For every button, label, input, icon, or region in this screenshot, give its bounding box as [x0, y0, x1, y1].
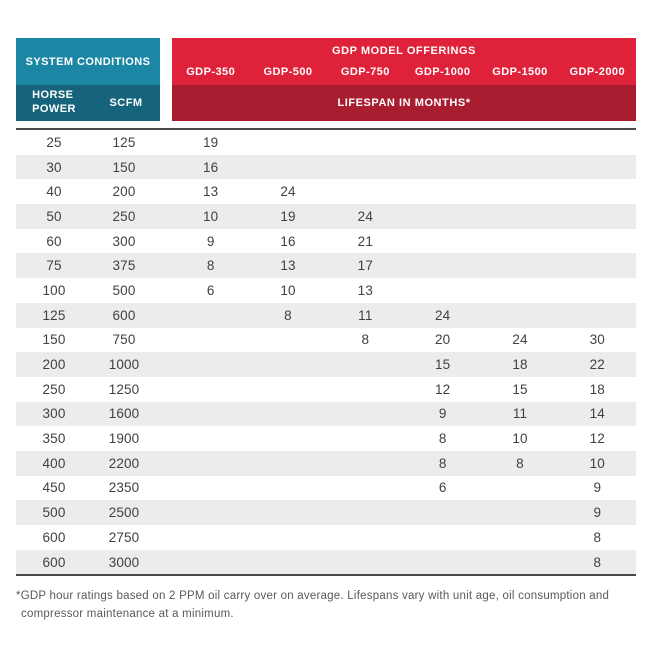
- table-row: [16, 179, 636, 204]
- scfm-cell: 200: [112, 184, 136, 200]
- horse-power-line2: POWER: [32, 103, 76, 115]
- gdp-350-cell: 8: [206, 258, 215, 274]
- table-row: [16, 402, 636, 427]
- system-conditions-block: [16, 38, 160, 121]
- scfm-cell: 1000: [108, 357, 140, 373]
- gdp-2000-cell: 14: [589, 406, 605, 422]
- gdp-model-offerings-header: GDP MODEL OFFERINGS: [332, 45, 476, 57]
- gdp-750-cell: 17: [357, 258, 373, 274]
- gdp-350-cell: 16: [203, 159, 219, 175]
- gdp-2000-cell: 10: [589, 455, 605, 471]
- gdp-2000-cell: 8: [593, 554, 602, 570]
- model-column-header-gdp-750: GDP-750: [340, 66, 390, 78]
- gdp-2000-cell: 8: [593, 529, 602, 545]
- table-row: [16, 130, 636, 155]
- table-row: [16, 229, 636, 254]
- table-row: [16, 303, 636, 328]
- table-body: [16, 130, 636, 574]
- horse-power-cell: 60: [46, 233, 62, 249]
- footnote: [16, 587, 631, 624]
- model-column-headers: [172, 66, 636, 78]
- scfm-cell: 2350: [108, 480, 140, 496]
- scfm-cell: 2500: [108, 505, 140, 521]
- scfm-cell: 3000: [108, 554, 140, 570]
- gdp-models-top: [172, 38, 636, 85]
- table-row: [16, 328, 636, 353]
- table-row: [16, 550, 636, 575]
- horse-power-cell: 300: [42, 406, 66, 422]
- horse-power-cell: 400: [42, 455, 66, 471]
- table-row: [16, 525, 636, 550]
- gdp-350-cell: 13: [203, 184, 219, 200]
- header-gap: [160, 38, 172, 121]
- gdp-2000-cell: 22: [589, 357, 605, 373]
- scfm-cell: 2750: [108, 529, 140, 545]
- horse-power-cell: 30: [46, 159, 62, 175]
- gdp-750-cell: 11: [358, 307, 373, 323]
- table-row: [16, 476, 636, 501]
- gdp-350-cell: 9: [206, 233, 215, 249]
- horse-power-cell: 150: [42, 332, 66, 348]
- horse-power-cell: 350: [42, 431, 66, 447]
- gdp-500-cell: 19: [280, 208, 296, 224]
- model-column-header-gdp-500: GDP-500: [263, 66, 313, 78]
- gdp-750-cell: 13: [357, 282, 373, 298]
- scfm-cell: 150: [112, 159, 136, 175]
- gdp-2000-cell: 12: [589, 431, 605, 447]
- gdp-1500-cell: 10: [512, 431, 528, 447]
- gdp-350-cell: 6: [206, 282, 215, 298]
- gdp-500-cell: 16: [280, 233, 296, 249]
- gdp-500-cell: 8: [284, 307, 292, 323]
- gdp-1000-cell: 12: [435, 381, 451, 397]
- scfm-cell: 1250: [108, 381, 140, 397]
- horse-power-cell: 40: [46, 184, 62, 200]
- horse-power-cell: 200: [42, 357, 66, 373]
- gdp-2000-cell: 9: [593, 480, 602, 496]
- table-row: [16, 377, 636, 402]
- gdp-350-cell: 19: [203, 134, 219, 150]
- gdp-1000-cell: 8: [438, 431, 447, 447]
- system-conditions-header: SYSTEM CONDITIONS: [16, 38, 160, 85]
- horse-power-cell: 75: [46, 258, 62, 274]
- gdp-750-cell: 8: [361, 332, 370, 348]
- scfm-cell: 125: [112, 134, 136, 150]
- scfm-header: SCFM: [109, 97, 143, 109]
- gdp-1000-cell: 24: [435, 307, 451, 323]
- horse-power-line1: HORSE: [32, 89, 74, 102]
- scfm-cell: 300: [112, 233, 136, 249]
- gdp-1500-cell: 18: [512, 357, 528, 373]
- system-conditions-subheaders: [16, 85, 160, 121]
- gdp-1000-cell: 20: [435, 332, 451, 348]
- lifespan-in-months-header: LIFESPAN IN MONTHS*: [172, 85, 636, 121]
- gdp-1000-cell: 6: [438, 480, 447, 496]
- scfm-cell: 500: [112, 282, 136, 298]
- footnote-line1: *GDP hour ratings based on 2 PPM oil carry over on average. Lifespans vary with unit age, oil consumption and: [16, 590, 610, 602]
- gdp-1000-cell: 8: [438, 455, 447, 471]
- model-column-header-gdp-1000: GDP-1000: [414, 66, 471, 78]
- bottom-rule: [16, 574, 636, 576]
- lifespan-table: [16, 38, 636, 576]
- horse-power-cell: 50: [46, 208, 62, 224]
- gdp-750-cell: 24: [357, 208, 373, 224]
- table-row: [16, 451, 636, 476]
- gdp-1500-cell: 24: [512, 332, 528, 348]
- scfm-cell: 250: [112, 208, 136, 224]
- horse-power-cell: 500: [42, 505, 66, 521]
- gdp-1500-cell: 15: [512, 381, 528, 397]
- gdp-1000-cell: 15: [435, 357, 451, 373]
- scfm-cell: 1600: [108, 406, 140, 422]
- gdp-500-cell: 24: [280, 184, 296, 200]
- gdp-500-cell: 10: [280, 282, 296, 298]
- model-column-header-gdp-2000: GDP-2000: [569, 66, 626, 78]
- gdp-1500-cell: 8: [516, 455, 524, 471]
- scfm-cell: 375: [112, 258, 136, 274]
- table-row: [16, 352, 636, 377]
- horse-power-cell: 250: [42, 381, 66, 397]
- table-row: [16, 278, 636, 303]
- model-column-header-gdp-350: GDP-350: [186, 66, 236, 78]
- model-column-header-gdp-1500: GDP-1500: [492, 66, 548, 78]
- scfm-cell: 2200: [108, 455, 140, 471]
- scfm-cell: 1900: [108, 431, 140, 447]
- footnote-line2: compressor maintenance at a minimum.: [21, 608, 234, 621]
- gdp-2000-cell: 9: [593, 505, 602, 521]
- horse-power-cell: 450: [42, 480, 66, 496]
- table-header: [16, 38, 636, 121]
- table-row: [16, 204, 636, 229]
- scfm-cell: 600: [112, 307, 136, 323]
- gdp-2000-cell: 30: [589, 332, 605, 348]
- scfm-cell: 750: [112, 332, 136, 348]
- table-row: [16, 155, 636, 180]
- horse-power-cell: 25: [46, 134, 62, 150]
- gdp-1500-cell: 11: [512, 406, 528, 422]
- horse-power-cell: 125: [42, 307, 66, 323]
- table-row: [16, 426, 636, 451]
- horse-power-cell: 600: [42, 554, 66, 570]
- gdp-models-block: [172, 38, 636, 121]
- horse-power-cell: 100: [42, 282, 66, 298]
- gdp-750-cell: 21: [357, 233, 373, 249]
- gdp-350-cell: 10: [203, 208, 219, 224]
- gdp-500-cell: 13: [280, 258, 296, 274]
- table-row: [16, 253, 636, 278]
- gdp-2000-cell: 18: [589, 381, 605, 397]
- gdp-1000-cell: 9: [438, 406, 447, 422]
- horse-power-cell: 600: [42, 529, 66, 545]
- horse-power-header: [16, 85, 92, 121]
- table-row: [16, 500, 636, 525]
